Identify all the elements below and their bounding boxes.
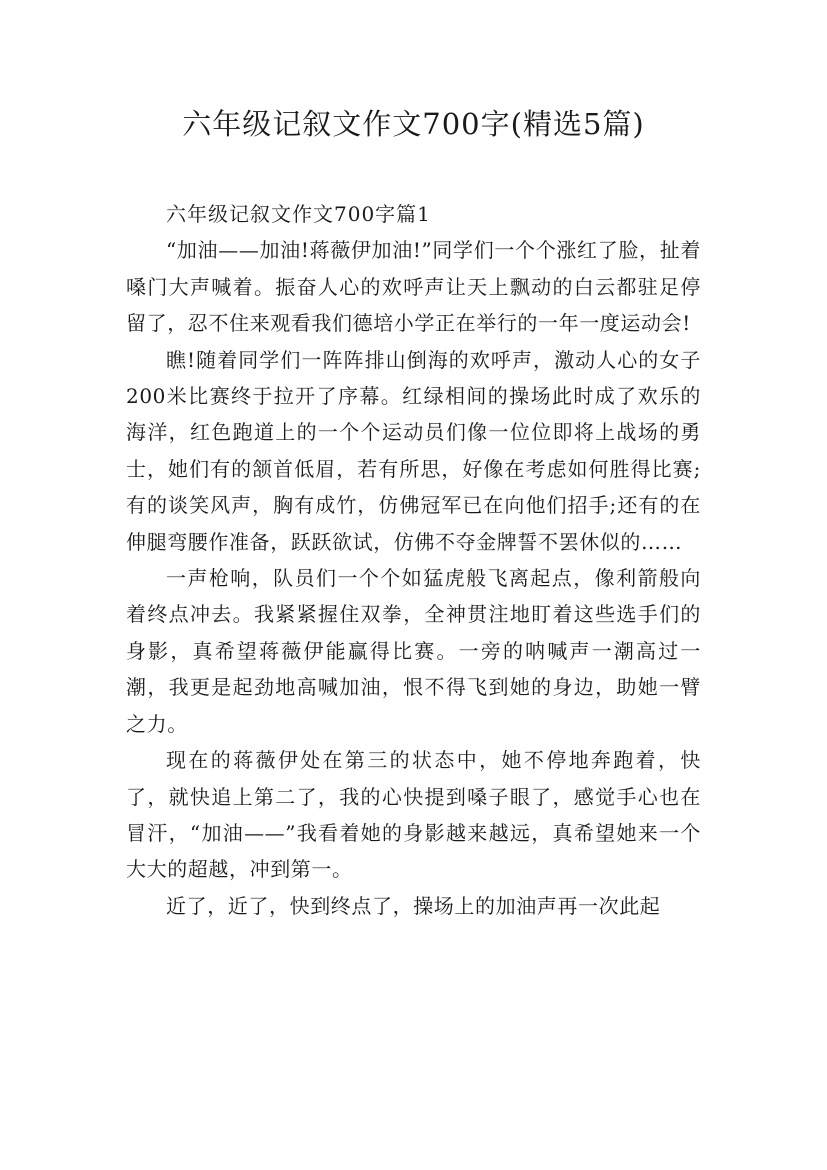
paragraph-3: 一声枪响，队员们一个个如猛虎般飞离起点，像利箭般向着终点冲去。我紧紧握住双拳，全神贯注地盯着这些选手们的身影，真希望蒋薇伊能赢得比赛。一旁的呐喊声一潮高过一潮，我更是起劲地高喊加油，恨不得飞到她的身边，助她一臂之力。 xyxy=(126,566,701,736)
document-title: 六年级记叙文作文700字(精选5篇) xyxy=(182,107,645,141)
paragraph-4: 现在的蒋薇伊处在第三的状态中，她不停地奔跑着，快了，就快追上第二了，我的心快提到嗓子眼了，感觉手心也在冒汗，“加油——”我看着她的身影越来越远，真希望她来一个大大的超越，冲到第一。 xyxy=(126,748,701,882)
document-body xyxy=(126,196,701,924)
paragraph-1: “加油——加油!蒋薇伊加油!”同学们一个个涨红了脸，扯着嗓门大声喊着。振奋人心的欢呼声让天上飘动的白云都驻足停留了，忍不住来观看我们德培小学正在举行的一年一度运动会! xyxy=(126,238,701,336)
section-heading: 六年级记叙文作文700字篇1 xyxy=(166,202,431,226)
paragraph-5: 近了，近了，快到终点了，操场上的加油声再一次此起 xyxy=(166,893,661,918)
paragraph-2: 瞧!随着同学们一阵阵排山倒海的欢呼声，激动人心的女子200米比赛终于拉开了序幕。红绿相间的操场此时成了欢乐的海洋，红色跑道上的一个个运动员们像一位位即将上战场的勇士，她们有的颔首低眉，若有所思，好像在考虑如何胜得比赛;有的谈笑风声，胸有成竹，仿佛冠军已在向他们招手;还有的在伸腿弯腰作准备，跃跃欲试，仿佛不夺金牌誓不罢休似的…… xyxy=(126,347,701,554)
